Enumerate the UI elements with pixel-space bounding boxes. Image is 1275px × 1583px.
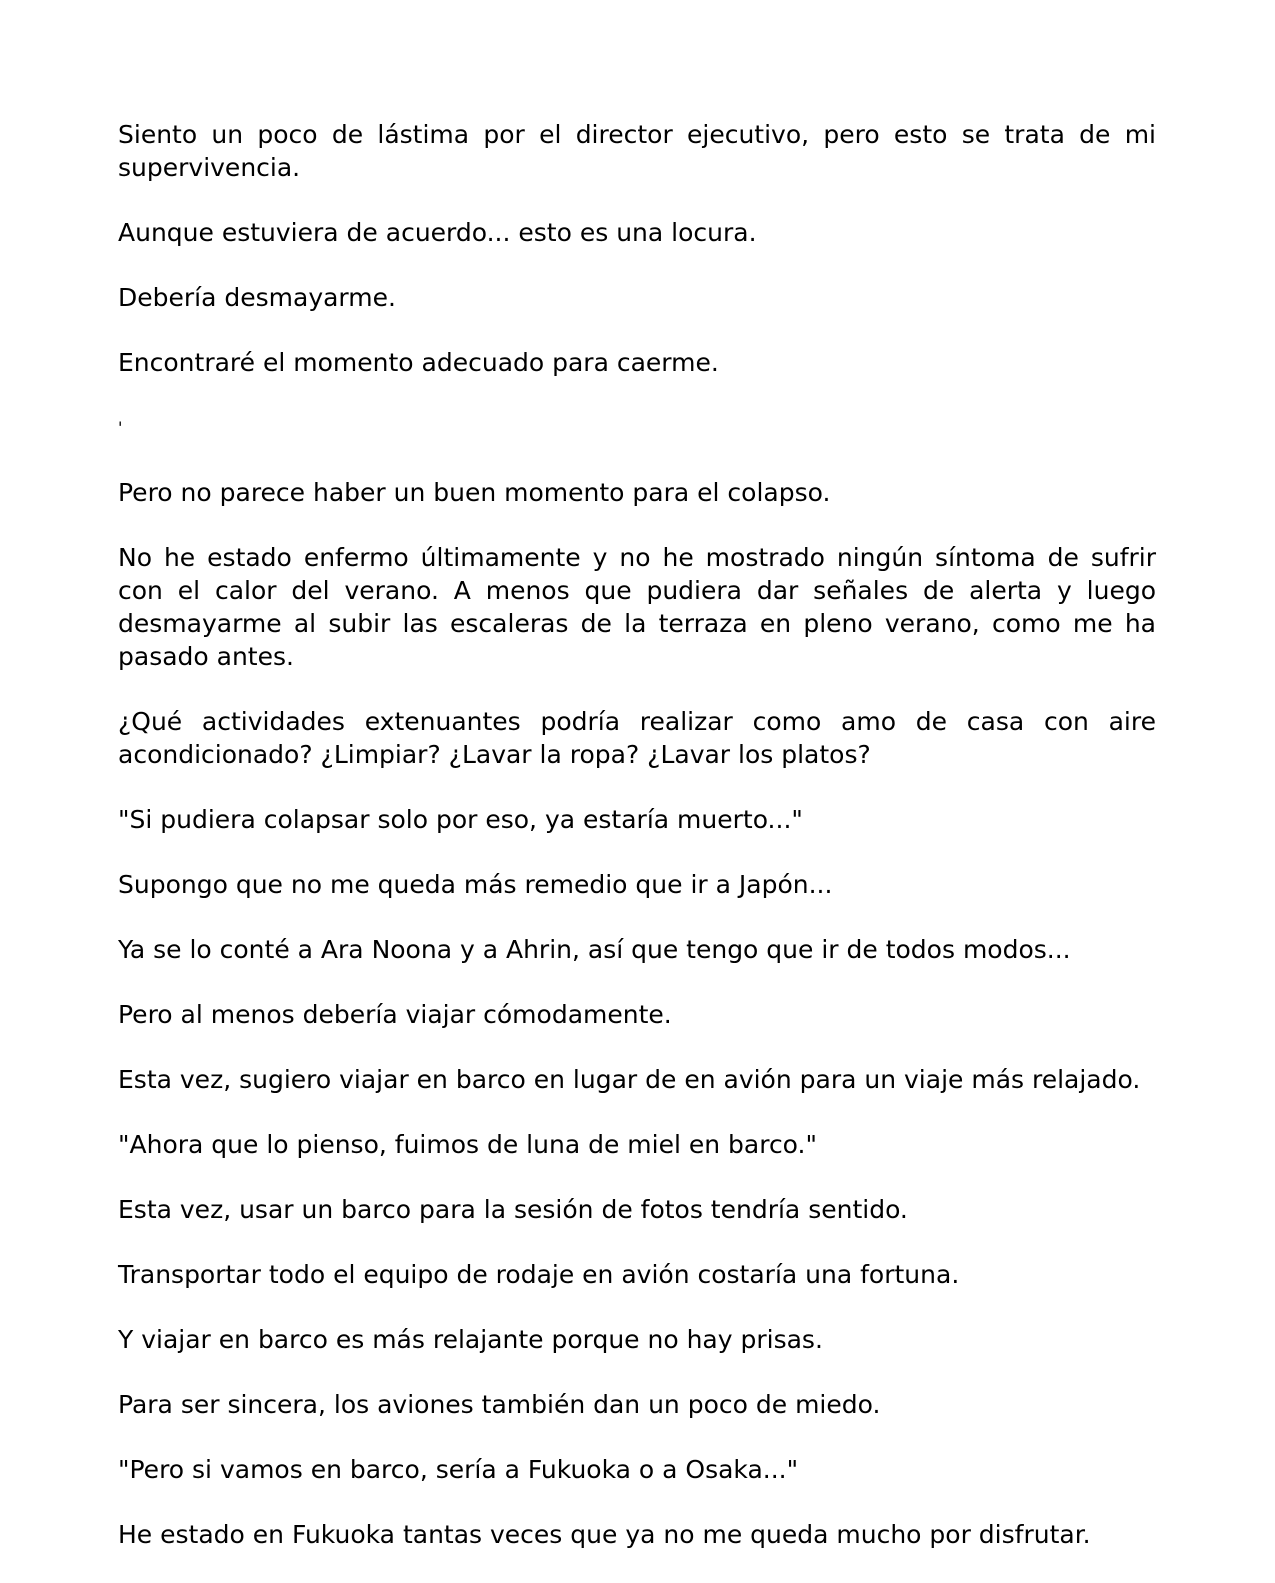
paragraph: "Si pudiera colapsar solo por eso, ya estaría muerto..." [118,805,803,834]
stray-mark: ' [118,418,123,437]
paragraph: Pero al menos debería viajar cómodamente. [118,1000,672,1029]
paragraph: Aunque estuviera de acuerdo... esto es una locura. [118,218,757,247]
paragraph: Supongo que no me queda más remedio que ir a Japón... [118,870,833,899]
paragraph: Encontraré el momento adecuado para caerme. [118,348,719,377]
paragraph: He estado en Fukuoka tantas veces que ya no me queda mucho por disfrutar. [118,1520,1091,1549]
paragraph: Ya se lo conté a Ara Noona y a Ahrin, así que tengo que ir de todos modos... [118,935,1071,964]
paragraph: Para ser sincera, los aviones también dan un poco de miedo. [118,1390,881,1419]
paragraph: Debería desmayarme. [118,283,396,312]
document-body [118,118,1156,1583]
paragraph: No he estado enfermo últimamente y no he mostrado ningún síntoma de sufrir con el calor del verano. A menos que pudiera dar señales de alerta y luego desmayarme al subir las escaleras de la terraza en pleno verano, como me ha pasado antes. [118,543,1156,671]
paragraph: Y viajar en barco es más relajante porque no hay prisas. [118,1325,823,1354]
paragraph: Transportar todo el equipo de rodaje en avión costaría una fortuna. [118,1260,960,1289]
paragraph: Siento un poco de lástima por el director ejecutivo, pero esto se trata de mi supervivencia. [118,120,1156,182]
paragraph: ¿Qué actividades extenuantes podría realizar como amo de casa con aire acondicionado? ¿Limpiar? ¿Lavar la ropa? ¿Lavar los platos? [118,707,1156,769]
paragraph: "Pero si vamos en barco, sería a Fukuoka o a Osaka..." [118,1455,799,1484]
paragraph: Pero no parece haber un buen momento para el colapso. [118,478,831,507]
paragraph: Esta vez, usar un barco para la sesión de fotos tendría sentido. [118,1195,908,1224]
paragraph: "Ahora que lo pienso, fuimos de luna de miel en barco." [118,1130,817,1159]
paragraph: Esta vez, sugiero viajar en barco en lugar de en avión para un viaje más relajado. [118,1065,1141,1094]
